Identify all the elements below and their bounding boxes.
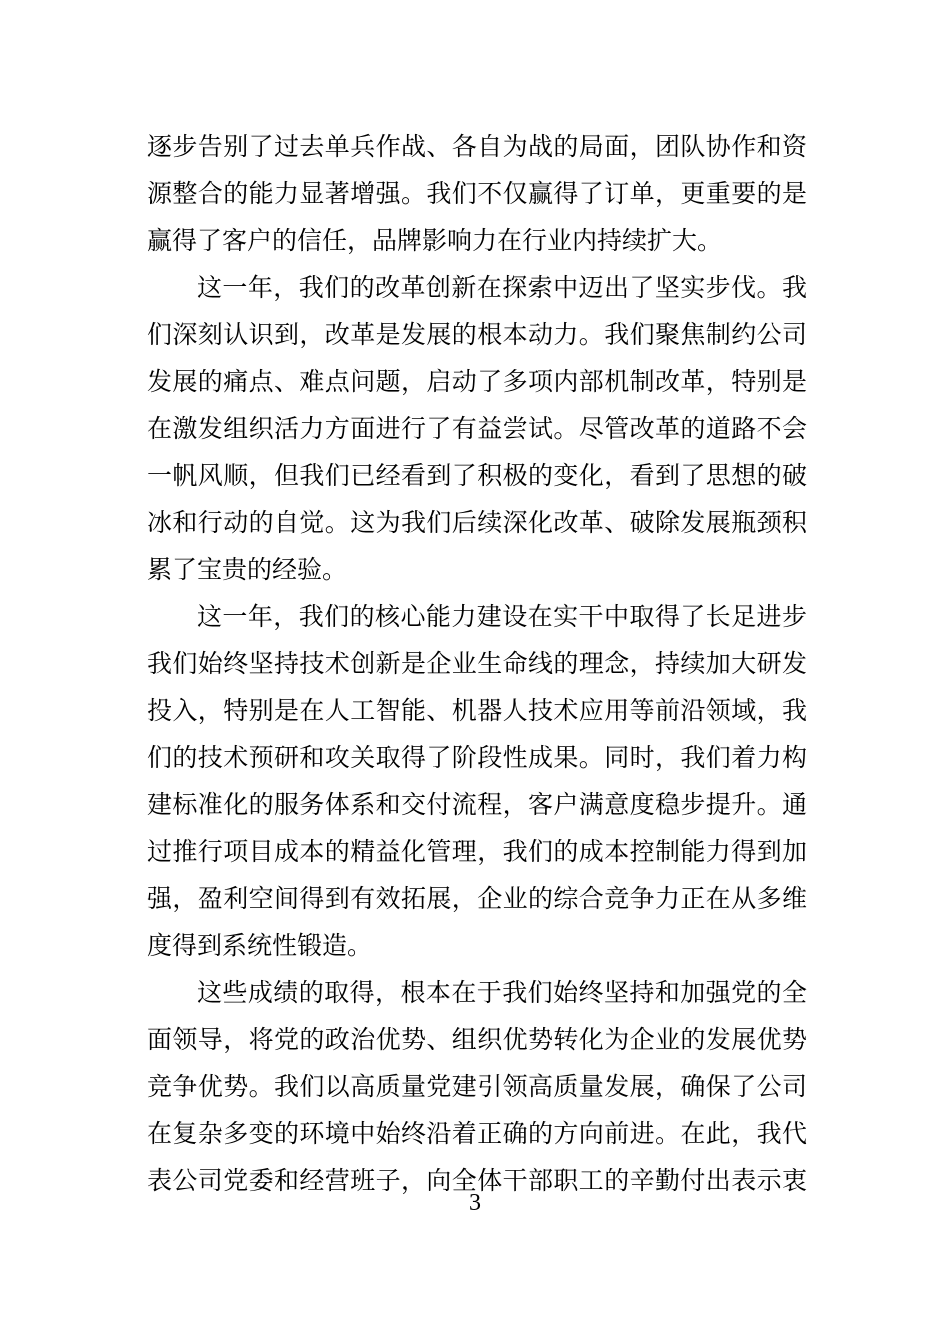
text-line: 发展的痛点、难点问题，启动了多项内部机制改革，特别是 <box>147 367 807 396</box>
text-line: 竞争优势。我们以高质量党建引领高质量发展，确保了公司 <box>147 1072 807 1101</box>
text-line: 这些成绩的取得，根本在于我们始终坚持和加强党的全 <box>197 978 807 1007</box>
text-line: 过推行项目成本的精益化管理，我们的成本控制能力得到加 <box>147 837 807 866</box>
text-line: 这一年，我们的改革创新在探索中迈出了坚实步伐。我 <box>197 273 807 302</box>
text-line: 表公司党委和经营班子，向全体干部职工的辛勤付出表示衷 <box>147 1166 807 1195</box>
text-line: 赢得了客户的信任，品牌影响力在行业内持续扩大。 <box>147 226 723 255</box>
text-line: 强，盈利空间得到有效拓展，企业的综合竞争力正在从多维 <box>147 884 807 913</box>
text-line: 在复杂多变的环境中始终沿着正确的方向前进。在此，我代 <box>147 1119 807 1148</box>
text-line: 在激发组织活力方面进行了有益尝试。尽管改革的道路不会 <box>147 414 807 443</box>
text-line: 建标准化的服务体系和交付流程，客户满意度稳步提升。通 <box>147 790 807 819</box>
text-line: 我们始终坚持技术创新是企业生命线的理念，持续加大研发 <box>147 649 807 678</box>
text-line: 冰和行动的自觉。这为我们后续深化改革、破除发展瓶颈积 <box>147 508 807 537</box>
text-line: 们的技术预研和攻关取得了阶段性成果。同时，我们着力构 <box>147 743 807 772</box>
text-line: 度得到系统性锻造。 <box>147 931 373 960</box>
text-line: 累了宝贵的经验。 <box>147 555 348 584</box>
text-line: 这一年，我们的核心能力建设在实干中取得了长足进步 <box>197 602 807 631</box>
text-line: 一帆风顺，但我们已经看到了积极的变化，看到了思想的破 <box>147 461 807 490</box>
text-line: 逐步告别了过去单兵作战、各自为战的局面，团队协作和资 <box>147 132 807 161</box>
text-line: 面领导，将党的政治优势、组织优势转化为企业的发展优势 <box>147 1025 807 1054</box>
text-line: 们深刻认识到，改革是发展的根本动力。我们聚焦制约公司 <box>147 320 807 349</box>
text-line: 源整合的能力显著增强。我们不仅赢得了订单，更重要的是 <box>147 179 807 208</box>
page-number: 3 <box>469 1190 481 1216</box>
text-line: 投入，特别是在人工智能、机器人技术应用等前沿领域，我 <box>147 696 807 725</box>
